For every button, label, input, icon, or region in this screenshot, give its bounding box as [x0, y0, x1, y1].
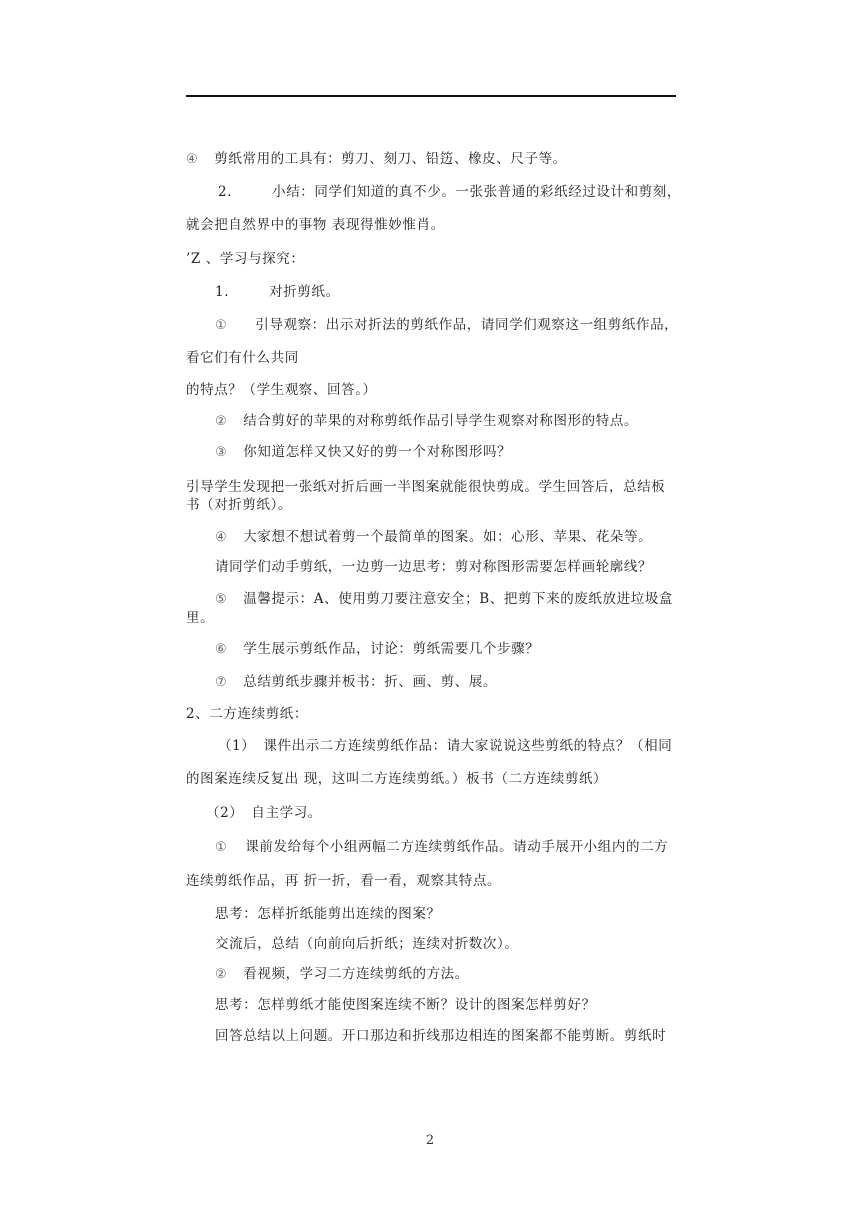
line-exchange: 交流后，总结（向前向后折纸；连续对折数次）。: [215, 936, 519, 952]
text: 学生展示剪纸作品，讨论：剪纸需要几个步骤？: [243, 641, 540, 657]
header-rule: [186, 95, 676, 97]
marker: ①: [215, 840, 228, 855]
line-group-cont: 连续剪纸作品，再 折一折，看一看，观察其特点。: [186, 873, 502, 889]
line-guide: 引导学生发现把一张纸对折后画一半图案就能很快剪成。学生回答后，总结板书（对折剪纸）。: [186, 479, 666, 513]
line-observe: [215, 316, 678, 335]
marker: 2.: [218, 184, 233, 200]
marker: （2）: [206, 805, 244, 821]
text: 课件出示二方连续剪纸作品：请大家说说这些剪纸的特点？（相同: [263, 738, 673, 754]
line-observe-cont: 看它们有什么共同: [186, 350, 299, 366]
line-show: [215, 640, 539, 659]
text: 总结剪纸步骤并板书：折、画、剪、展。: [243, 674, 498, 690]
marker: ④: [186, 152, 199, 167]
marker: ⑦: [215, 675, 228, 690]
line-features: 的特点？（学生观察、回答。）: [186, 382, 377, 398]
marker: （1）: [218, 738, 256, 754]
page-number: 2: [425, 1133, 435, 1148]
line-practice: 请同学们动手剪纸，一边剪一边思考：剪对称图形需要怎样画轮廓线？: [215, 559, 653, 575]
text: 对折剪纸。: [269, 284, 340, 300]
line-apple: [215, 412, 638, 431]
line-courseware: [218, 737, 672, 755]
line-tip: [186, 590, 676, 627]
text: 自主学习。: [251, 805, 322, 821]
text: 课前发给每个小组两幅二方连续剪纸作品。请动手展开小组内的二方: [245, 839, 669, 855]
line-self-study: [206, 804, 322, 822]
line-steps: [215, 673, 497, 692]
text: 剪纸常用的工具有：剪刀、刻刀、铅笾、橡皮、尺子等。: [214, 151, 567, 167]
marker: 1.: [215, 284, 230, 300]
line-group: [215, 838, 668, 857]
marker: ②: [215, 967, 228, 982]
text: 引导观察：出示对折法的剪纸作品，请同学们观察这一组剪纸作品，: [255, 317, 679, 333]
section-heading: ’Z 、学习与探究：: [186, 251, 305, 267]
line-summary-cont: 就会把自然界中的事物 表现得惟妙惟肖。: [186, 217, 445, 233]
text: 你知道怎样又快又好的剪一个对称图形吗？: [243, 444, 512, 460]
marker: ④: [215, 530, 228, 545]
line-think1: 思考：怎样折纸能剪出连续的图案？: [215, 906, 441, 922]
line-think2: 思考：怎样剪纸才能使图案连续不断？设计的图案怎样剪好？: [215, 997, 596, 1013]
section-two-way: 2、二方连续剪纸：: [186, 706, 308, 722]
line-tools: [186, 150, 567, 169]
text: 看视频，学习二方连续剪纸的方法。: [243, 966, 469, 982]
text: 结合剪好的苹果的对称剪纸作品引导学生观察对称图形的特点。: [243, 413, 639, 429]
marker: ⑥: [215, 642, 228, 657]
marker: ②: [215, 414, 228, 429]
marker: ⑤: [215, 592, 228, 607]
text: 小结：同学们知道的真不少。一张张普通的彩纸经过设计和剪刻，: [272, 184, 681, 200]
line-try: [215, 528, 652, 547]
marker: ①: [215, 318, 228, 333]
text: 温馨提示：A、使用剪刀要注意安全；B、把剪下来的废纸放进垃圾盒里。: [186, 591, 674, 626]
line-answer: 回答总结以上问题。开口那边和折线那边相连的图案都不能剪断。剪纸时: [215, 1028, 667, 1044]
line-question: [215, 443, 511, 462]
text: 大家想不想试着剪一个最简单的图案。如：心形、苹果、花朵等。: [243, 529, 653, 545]
line-fold-cut: [215, 283, 340, 301]
line-courseware-cont: 的图案连续反复出 现，这叫二方连续剪纸。）板书（二方连续剪纸）: [186, 771, 608, 787]
line-video: [215, 965, 469, 984]
line-summary: [218, 183, 681, 201]
marker: ③: [215, 445, 228, 460]
